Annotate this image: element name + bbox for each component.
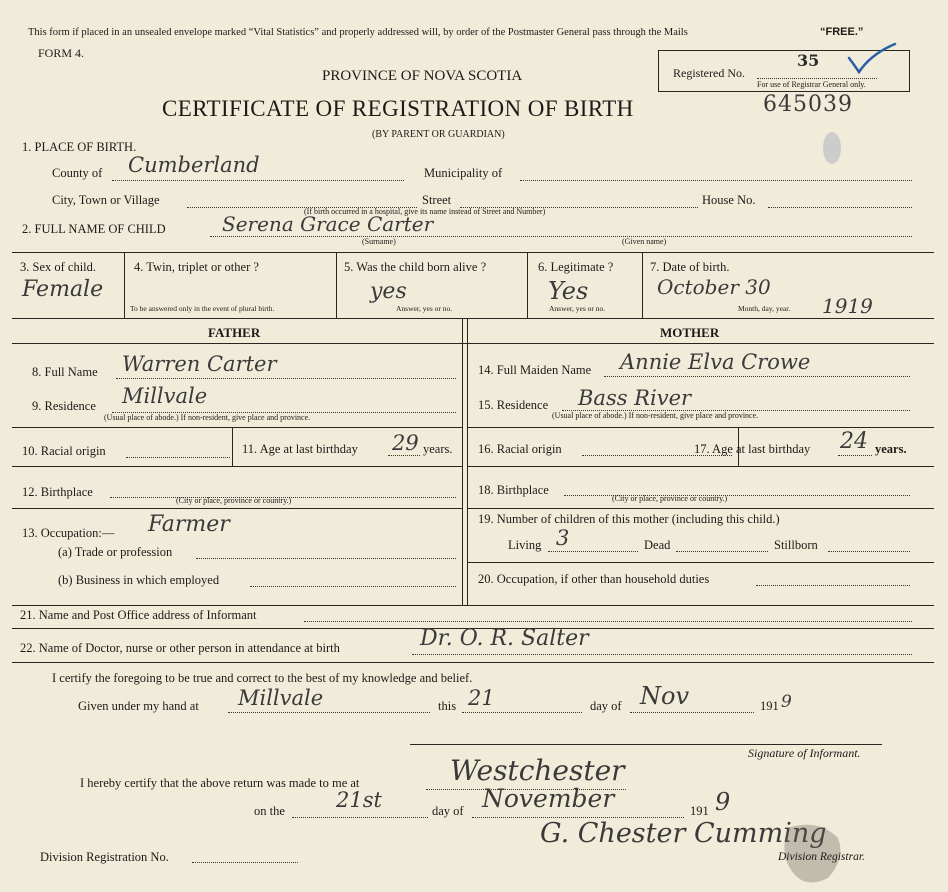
father-rule xyxy=(12,427,462,428)
father-racial-line xyxy=(126,457,230,458)
registrar-day-of-label: day of xyxy=(432,804,464,818)
certify-text: I certify the foregoing to be true and correct to the best of my knowledge and belief. xyxy=(52,671,473,685)
mother-residence-note: (Usual place of abode.) If non-resident, give place and province. xyxy=(552,411,759,420)
municipality-label: Municipality of xyxy=(424,166,503,180)
mother-name-line xyxy=(604,376,910,377)
county-label: County of xyxy=(52,166,103,180)
registrar-month-value: November xyxy=(482,784,615,813)
informant-signature-line xyxy=(410,744,882,745)
registrar-year-digit: 9 xyxy=(715,788,731,816)
dead-label: Dead xyxy=(644,538,671,552)
father-name-value: Warren Carter xyxy=(122,352,277,376)
month-line xyxy=(630,712,754,713)
child-name-value: Serena Grace Carter xyxy=(222,212,434,236)
province-heading: PROVINCE OF NOVA SCOTIA xyxy=(322,68,523,84)
informant-month-value: Nov xyxy=(640,682,690,710)
section-rule xyxy=(12,662,934,663)
father-birthplace-note: (City or place, province or country.) xyxy=(176,496,292,505)
row-top-rule xyxy=(12,252,934,253)
stillborn-label: Stillborn xyxy=(774,538,818,552)
registered-number: 35 xyxy=(797,51,820,70)
father-age-label: 11. Age at last birthday xyxy=(242,442,358,456)
certificate-subtitle: (BY PARENT OR GUARDIAN) xyxy=(372,129,505,140)
father-residence-value: Millvale xyxy=(122,384,208,408)
certificate-number: 645039 xyxy=(763,92,853,117)
living-line xyxy=(548,551,638,552)
stillborn-line xyxy=(828,551,910,552)
mother-occupation-label: 20. Occupation, if other than household duties xyxy=(478,572,710,586)
legitimate-note: Answer, yes or no. xyxy=(549,304,606,313)
dob-year: 1919 xyxy=(822,294,873,318)
father-occupation-label: 13. Occupation:— xyxy=(22,526,115,540)
father-age-value: 29 xyxy=(392,431,419,455)
mother-birthplace-label: 18. Birthplace xyxy=(478,483,549,497)
given-label: Given under my hand at xyxy=(78,699,199,713)
hospital-note: (If birth occurred in a hospital, give its name instead of Street and Number) xyxy=(304,207,546,216)
child-name-line xyxy=(210,236,912,237)
city-label: City, Town or Village xyxy=(52,193,160,207)
division-registration-line xyxy=(192,862,298,863)
mother-residence-value: Bass River xyxy=(578,386,692,410)
parents-divider xyxy=(462,318,463,605)
day-of-label: day of xyxy=(590,699,622,713)
day-line xyxy=(462,712,582,713)
registered-no-label: Registered No. xyxy=(673,66,745,80)
mother-age-label: 17. Age at last birthday xyxy=(694,442,811,456)
given-name-note: (Given name) xyxy=(622,237,667,246)
mother-rule xyxy=(467,466,934,467)
mother-name-label: 14. Full Maiden Name xyxy=(478,363,592,377)
dob-note: Month, day, year. xyxy=(738,304,791,313)
legitimate-value: Yes xyxy=(548,277,589,305)
informant-year-digit: 9 xyxy=(781,692,792,712)
trade-label: (a) Trade or profession xyxy=(58,545,173,559)
mother-racial-label: 16. Racial origin xyxy=(478,442,562,456)
postal-notice: This form if placed in an unsealed envelope marked “Vital Statistics” and properly addressed will, by order of the Postmaster General pass through the Mails xyxy=(28,27,688,38)
given-place-line xyxy=(228,712,430,713)
mother-age-line xyxy=(838,455,872,456)
registrar-day-line xyxy=(292,817,428,818)
legitimate-label: 6. Legitimate ? xyxy=(538,260,614,274)
father-birthplace-label: 12. Birthplace xyxy=(22,485,93,499)
division-registration-label: Division Registration No. xyxy=(40,850,169,864)
mother-residence-label: 15. Residence xyxy=(478,398,549,412)
father-age-line xyxy=(388,455,420,456)
business-label: (b) Business in which employed xyxy=(58,573,220,587)
form-number: FORM 4. xyxy=(38,46,85,60)
given-place-value: Millvale xyxy=(238,686,324,710)
dob-value: October 30 xyxy=(657,275,771,299)
mother-occupation-line xyxy=(756,585,910,586)
twin-note: To be answered only in the event of plural birth. xyxy=(130,304,275,313)
signature-of-informant-label: Signature of Informant. xyxy=(748,746,861,760)
registrar-year-printed: 191 xyxy=(690,804,709,818)
living-label: Living xyxy=(508,538,542,552)
mother-birthplace-note: (City or place, province or country.) xyxy=(612,494,728,503)
informant-line xyxy=(304,621,912,622)
municipality-line xyxy=(520,180,912,181)
place-of-birth-heading: 1. PLACE OF BIRTH. xyxy=(22,140,137,154)
mother-name-value: Annie Elva Crowe xyxy=(620,350,811,374)
doctor-value: Dr. O. R. Salter xyxy=(420,626,589,651)
father-residence-note: (Usual place of abode.) If non-resident, give place and province. xyxy=(104,413,311,422)
father-rule xyxy=(12,508,462,509)
mother-rule xyxy=(467,427,934,428)
divider xyxy=(232,427,233,466)
alive-label: 5. Was the child born alive ? xyxy=(344,260,487,274)
informant-label: 21. Name and Post Office address of Informant xyxy=(20,608,257,622)
children-count-label: 19. Number of children of this mother (including this child.) xyxy=(478,512,780,526)
street-label: Street xyxy=(422,193,452,207)
father-residence-label: 9. Residence xyxy=(32,399,96,413)
divider xyxy=(124,252,125,318)
registrar-day-value: 21st xyxy=(336,788,382,812)
county-value: Cumberland xyxy=(128,153,260,177)
house-no-label: House No. xyxy=(702,193,756,207)
father-name-label: 8. Full Name xyxy=(32,365,98,379)
mother-age-value: 24 xyxy=(840,429,868,454)
alive-note: Answer, yes or no. xyxy=(396,304,453,313)
registrar-place-value: Westchester xyxy=(450,754,625,787)
informant-day-value: 21 xyxy=(468,686,495,710)
trade-line xyxy=(196,558,456,559)
row-bottom-rule xyxy=(12,318,934,319)
certificate-title: CERTIFICATE OF REGISTRATION OF BIRTH xyxy=(162,96,634,121)
father-name-line xyxy=(116,378,456,379)
division-registrar-label: Division Registrar. xyxy=(778,851,865,863)
divider xyxy=(527,252,528,318)
father-racial-label: 10. Racial origin xyxy=(22,444,106,458)
surname-note: (Surname) xyxy=(362,237,396,246)
sex-value: Female xyxy=(22,277,104,302)
check-mark-icon xyxy=(845,40,900,76)
sex-label: 3. Sex of child. xyxy=(20,260,97,274)
living-value: 3 xyxy=(556,526,570,550)
registrar-note: For use of Registrar General only. xyxy=(757,80,866,89)
business-line xyxy=(250,586,456,587)
dob-label: 7. Date of birth. xyxy=(650,260,730,274)
house-no-line xyxy=(768,207,912,208)
doctor-label: 22. Name of Doctor, nurse or other person in attendance at birth xyxy=(20,641,340,655)
father-occupation-value: Farmer xyxy=(148,512,230,537)
parents-bottom-rule xyxy=(12,605,934,606)
on-the-label: on the xyxy=(254,804,285,818)
this-label: this xyxy=(438,699,457,713)
registered-no-line xyxy=(757,78,877,79)
registrar-certify-label: I hereby certify that the above return was made to me at xyxy=(80,776,360,790)
ink-smudge-icon xyxy=(818,128,848,168)
father-years-label: years. xyxy=(423,442,453,456)
mother-rule xyxy=(467,508,934,509)
informant-year-printed: 191 xyxy=(760,699,779,713)
child-name-label: 2. FULL NAME OF CHILD xyxy=(22,222,166,236)
doctor-line xyxy=(412,654,912,655)
county-line xyxy=(112,180,404,181)
free-label: “FREE.” xyxy=(820,26,864,38)
mother-rule xyxy=(467,562,934,563)
registrar-signature: G. Chester Cumming xyxy=(540,818,827,849)
divider xyxy=(642,252,643,318)
mother-heading: MOTHER xyxy=(660,325,720,340)
father-heading: FATHER xyxy=(208,325,261,340)
dead-line xyxy=(676,551,768,552)
parents-rule xyxy=(12,343,934,344)
alive-value: yes xyxy=(370,279,407,304)
twin-label: 4. Twin, triplet or other ? xyxy=(134,260,259,274)
mother-years-label: years. xyxy=(875,442,907,456)
divider xyxy=(336,252,337,318)
father-rule xyxy=(12,466,462,467)
